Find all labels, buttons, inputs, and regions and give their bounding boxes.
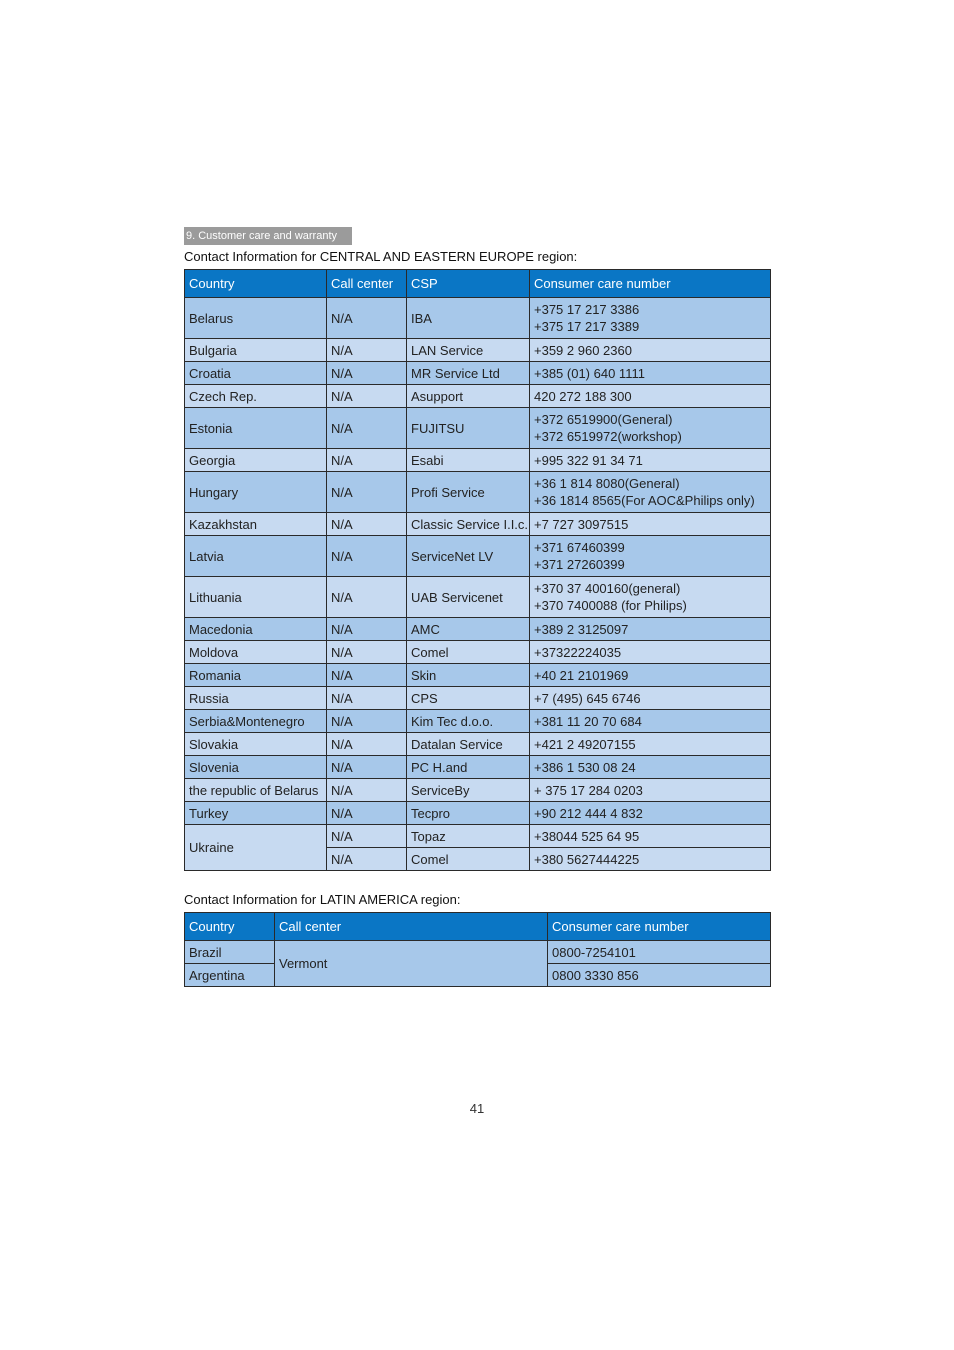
country-cell: Moldova — [185, 641, 327, 664]
phone-cell — [530, 339, 771, 362]
phone-line: +385 (01) 640 1111 — [534, 365, 645, 381]
call-center-cell: N/A — [327, 339, 407, 362]
call-center-cell: N/A — [327, 472, 407, 513]
section-tag: 9. Customer care and warranty — [184, 227, 352, 245]
phone-cell — [530, 449, 771, 472]
table-row — [185, 779, 771, 802]
country-cell: Macedonia — [185, 618, 327, 641]
country-cell: Bulgaria — [185, 339, 327, 362]
country-cell: Argentina — [185, 964, 275, 987]
table-row — [185, 618, 771, 641]
header-country: Country — [185, 270, 327, 298]
table-row — [185, 408, 771, 449]
phone-line: +36 1814 8565(For AOC&Philips only) — [534, 493, 755, 508]
call-center-cell: N/A — [327, 536, 407, 577]
phone-line: +421 2 49207155 — [534, 736, 636, 752]
csp-cell: Topaz — [407, 825, 530, 848]
table-row — [185, 687, 771, 710]
cee-heading: Contact Information for CENTRAL AND EASTERN EUROPE region: — [184, 249, 578, 264]
country-cell: Turkey — [185, 802, 327, 825]
phone-cell: 0800-7254101 — [548, 941, 771, 964]
country-cell: Czech Rep. — [185, 385, 327, 408]
call-center-cell: Vermont — [275, 941, 548, 987]
call-center-cell: N/A — [327, 687, 407, 710]
phone-line: +375 17 217 3386 — [534, 302, 640, 317]
country-cell: Russia — [185, 687, 327, 710]
header-consumer-care-number: Consumer care number — [530, 270, 771, 298]
country-cell: Ukraine — [185, 825, 327, 871]
phone-line: +386 1 530 08 24 — [534, 759, 636, 775]
country-cell: Belarus — [185, 298, 327, 339]
call-center-cell: N/A — [327, 641, 407, 664]
phone-line: +372 6519900(General) — [534, 412, 673, 427]
call-center-cell: N/A — [327, 779, 407, 802]
csp-cell: CPS — [407, 687, 530, 710]
csp-cell: ServiceNet LV — [407, 536, 530, 577]
call-center-cell: N/A — [327, 408, 407, 449]
header-call-center: Call center — [275, 913, 548, 941]
phone-cell — [530, 408, 771, 449]
phone-cell — [530, 536, 771, 577]
call-center-cell: N/A — [327, 848, 407, 871]
country-cell: Brazil — [185, 941, 275, 964]
phone-cell — [530, 733, 771, 756]
csp-cell: Classic Service I.I.c. — [407, 513, 530, 536]
table-row — [185, 577, 771, 618]
phone-line: +375 17 217 3389 — [534, 319, 640, 334]
phone-cell — [530, 513, 771, 536]
table-row — [185, 825, 771, 848]
csp-cell: Datalan Service — [407, 733, 530, 756]
phone-cell — [530, 756, 771, 779]
call-center-cell: N/A — [327, 733, 407, 756]
header-csp: CSP — [407, 270, 530, 298]
call-center-cell: N/A — [327, 577, 407, 618]
csp-cell: Profi Service — [407, 472, 530, 513]
call-center-cell: N/A — [327, 756, 407, 779]
phone-line: +371 67460399 — [534, 540, 625, 555]
table-row — [185, 710, 771, 733]
page-number: 41 — [469, 1101, 485, 1116]
table-row — [185, 339, 771, 362]
latam-header-row — [185, 913, 771, 941]
call-center-cell: N/A — [327, 825, 407, 848]
header-call-center: Call center — [327, 270, 407, 298]
phone-line: +37322224035 — [534, 644, 622, 660]
header-country: Country — [185, 913, 275, 941]
phone-cell — [530, 298, 771, 339]
table-row — [185, 449, 771, 472]
csp-cell: ServiceBy — [407, 779, 530, 802]
csp-cell: Kim Tec d.o.o. — [407, 710, 530, 733]
call-center-cell: N/A — [327, 513, 407, 536]
table-row — [185, 941, 771, 964]
table-row — [185, 536, 771, 577]
table-row — [185, 513, 771, 536]
phone-line: +370 7400088 (for Philips) — [534, 598, 687, 613]
call-center-cell: N/A — [327, 449, 407, 472]
country-cell: Romania — [185, 664, 327, 687]
country-cell: Hungary — [185, 472, 327, 513]
phone-cell: +38044 525 64 95 — [530, 825, 771, 848]
phone-cell — [530, 641, 771, 664]
call-center-cell: N/A — [327, 618, 407, 641]
csp-cell: AMC — [407, 618, 530, 641]
csp-cell: PC H.and — [407, 756, 530, 779]
table-row — [185, 664, 771, 687]
phone-line: +40 21 2101969 — [534, 667, 629, 683]
phone-cell — [530, 618, 771, 641]
phone-cell — [530, 710, 771, 733]
latam-contact-table — [184, 912, 771, 987]
csp-cell: MR Service Ltd — [407, 362, 530, 385]
country-cell: the republic of Belarus — [185, 779, 327, 802]
csp-cell: Tecpro — [407, 802, 530, 825]
table-row — [185, 733, 771, 756]
csp-cell: Asupport — [407, 385, 530, 408]
csp-cell: Comel — [407, 848, 530, 871]
country-cell: Lithuania — [185, 577, 327, 618]
phone-line: 420 272 188 300 — [534, 388, 632, 404]
call-center-cell: N/A — [327, 298, 407, 339]
cee-header-row — [185, 270, 771, 298]
country-cell: Slovakia — [185, 733, 327, 756]
csp-cell: LAN Service — [407, 339, 530, 362]
csp-cell: IBA — [407, 298, 530, 339]
call-center-cell: N/A — [327, 710, 407, 733]
call-center-cell: N/A — [327, 802, 407, 825]
call-center-cell: N/A — [327, 385, 407, 408]
country-cell: Latvia — [185, 536, 327, 577]
phone-line: +372 6519972(workshop) — [534, 429, 682, 444]
phone-line: + 375 17 284 0203 — [534, 782, 643, 798]
phone-cell — [530, 779, 771, 802]
phone-cell: +380 5627444225 — [530, 848, 771, 871]
country-cell: Georgia — [185, 449, 327, 472]
country-cell: Slovenia — [185, 756, 327, 779]
phone-line: +381 11 20 70 684 — [534, 713, 642, 729]
phone-cell — [530, 802, 771, 825]
phone-cell — [530, 687, 771, 710]
phone-cell — [530, 362, 771, 385]
table-row — [185, 362, 771, 385]
phone-line: +995 322 91 34 71 — [534, 452, 643, 468]
phone-cell: 0800 3330 856 — [548, 964, 771, 987]
phone-line: +359 2 960 2360 — [534, 342, 632, 358]
phone-line: +7 (495) 645 6746 — [534, 690, 641, 706]
table-row — [185, 756, 771, 779]
header-consumer-care-number: Consumer care number — [548, 913, 771, 941]
phone-line: +370 37 400160(general) — [534, 581, 681, 596]
csp-cell: FUJITSU — [407, 408, 530, 449]
csp-cell: UAB Servicenet — [407, 577, 530, 618]
table-row — [185, 641, 771, 664]
phone-line: +371 27260399 — [534, 557, 625, 572]
phone-cell — [530, 472, 771, 513]
csp-cell: Comel — [407, 641, 530, 664]
country-cell: Estonia — [185, 408, 327, 449]
phone-cell — [530, 577, 771, 618]
table-row — [185, 385, 771, 408]
phone-cell — [530, 385, 771, 408]
country-cell: Croatia — [185, 362, 327, 385]
cee-contact-table — [184, 269, 771, 871]
country-cell: Serbia&Montenegro — [185, 710, 327, 733]
csp-cell: Skin — [407, 664, 530, 687]
table-row — [185, 802, 771, 825]
table-row — [185, 298, 771, 339]
country-cell: Kazakhstan — [185, 513, 327, 536]
call-center-cell: N/A — [327, 362, 407, 385]
csp-cell: Esabi — [407, 449, 530, 472]
table-row — [185, 472, 771, 513]
phone-line: +7 727 3097515 — [534, 516, 629, 532]
call-center-cell: N/A — [327, 664, 407, 687]
phone-line: +389 2 3125097 — [534, 621, 629, 637]
latam-heading: Contact Information for LATIN AMERICA region: — [184, 892, 461, 907]
phone-cell — [530, 664, 771, 687]
phone-line: +36 1 814 8080(General) — [534, 476, 680, 491]
phone-line: +90 212 444 4 832 — [534, 805, 643, 821]
